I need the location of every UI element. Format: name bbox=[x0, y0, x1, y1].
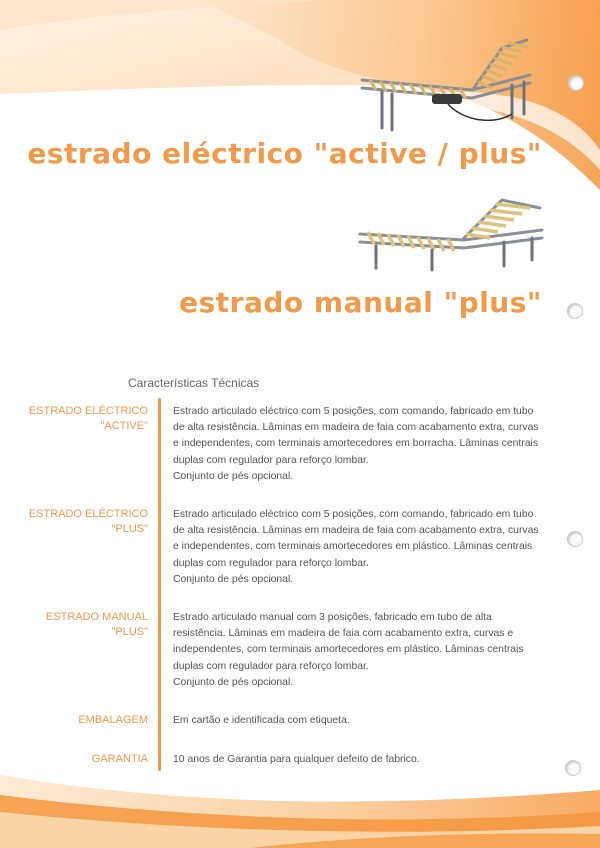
spec-text: Estrado articulado manual com 3 posições, fabricado em tubo de alta resistência. Lâminas em madeira de faia com acabamento extra, curvas e independentes, com terminais amortecedores em plástico. Lâminas centrais duplas com regulador para reforço lombar. bbox=[173, 612, 524, 672]
spec-label: EMBALAGEM bbox=[78, 714, 148, 726]
spec-text: Estrado articulado eléctrico com 5 posições, com comando, fabricado em tubo de alta resistência. Lâminas em madeira de faia com acabamento extra, curvas e independentes, com terminais amortecedores em plástico. Lâminas centrais duplas com regulador para reforço lombar. bbox=[173, 509, 539, 569]
spec-text: Estrado articulado eléctrico com 5 posições, com comando, fabricado em tubo de alta resistência. Lâminas em madeira de faia com acabamento extra, curvas e independentes, com terminais amortecedores em borracha. Lâminas centrais duplas com regulador para reforço lombar. bbox=[173, 406, 539, 466]
electric-bed-title: estrado eléctrico "active / plus" bbox=[27, 137, 542, 170]
spec-description bbox=[173, 610, 545, 691]
spec-label: GARANTIA bbox=[91, 753, 148, 765]
section-divider bbox=[158, 398, 161, 771]
spec-description bbox=[173, 507, 545, 588]
manual-bed-title: estrado manual "plus" bbox=[179, 286, 542, 319]
spec-note: Conjunto de pés opcional. bbox=[173, 676, 294, 688]
binder-hole bbox=[567, 303, 583, 319]
spec-description bbox=[173, 404, 545, 485]
binder-hole bbox=[565, 760, 581, 776]
binder-hole bbox=[567, 531, 583, 547]
binder-hole bbox=[568, 75, 584, 91]
spec-description bbox=[173, 713, 545, 729]
spec-description bbox=[173, 752, 545, 768]
spec-label: ESTRADO MANUAL "PLUS" bbox=[45, 611, 148, 638]
spec-note: Conjunto de pés opcional. bbox=[173, 573, 294, 585]
specs-heading: Características Técnicas bbox=[128, 376, 260, 390]
electric-bed-image bbox=[352, 30, 542, 138]
spec-text: 10 anos de Garantia para qualquer defeito de fabrico. bbox=[173, 754, 420, 765]
spec-text: Em cartão e identificada com etiqueta. bbox=[173, 715, 350, 726]
spec-note: Conjunto de pés opcional. bbox=[173, 470, 294, 482]
spec-label: ESTRADO ELÉCTRICO "ACTIVE" bbox=[28, 405, 148, 432]
spec-label: ESTRADO ELÉCTRICO "PLUS" bbox=[28, 508, 148, 535]
manual-bed-image bbox=[352, 190, 548, 272]
